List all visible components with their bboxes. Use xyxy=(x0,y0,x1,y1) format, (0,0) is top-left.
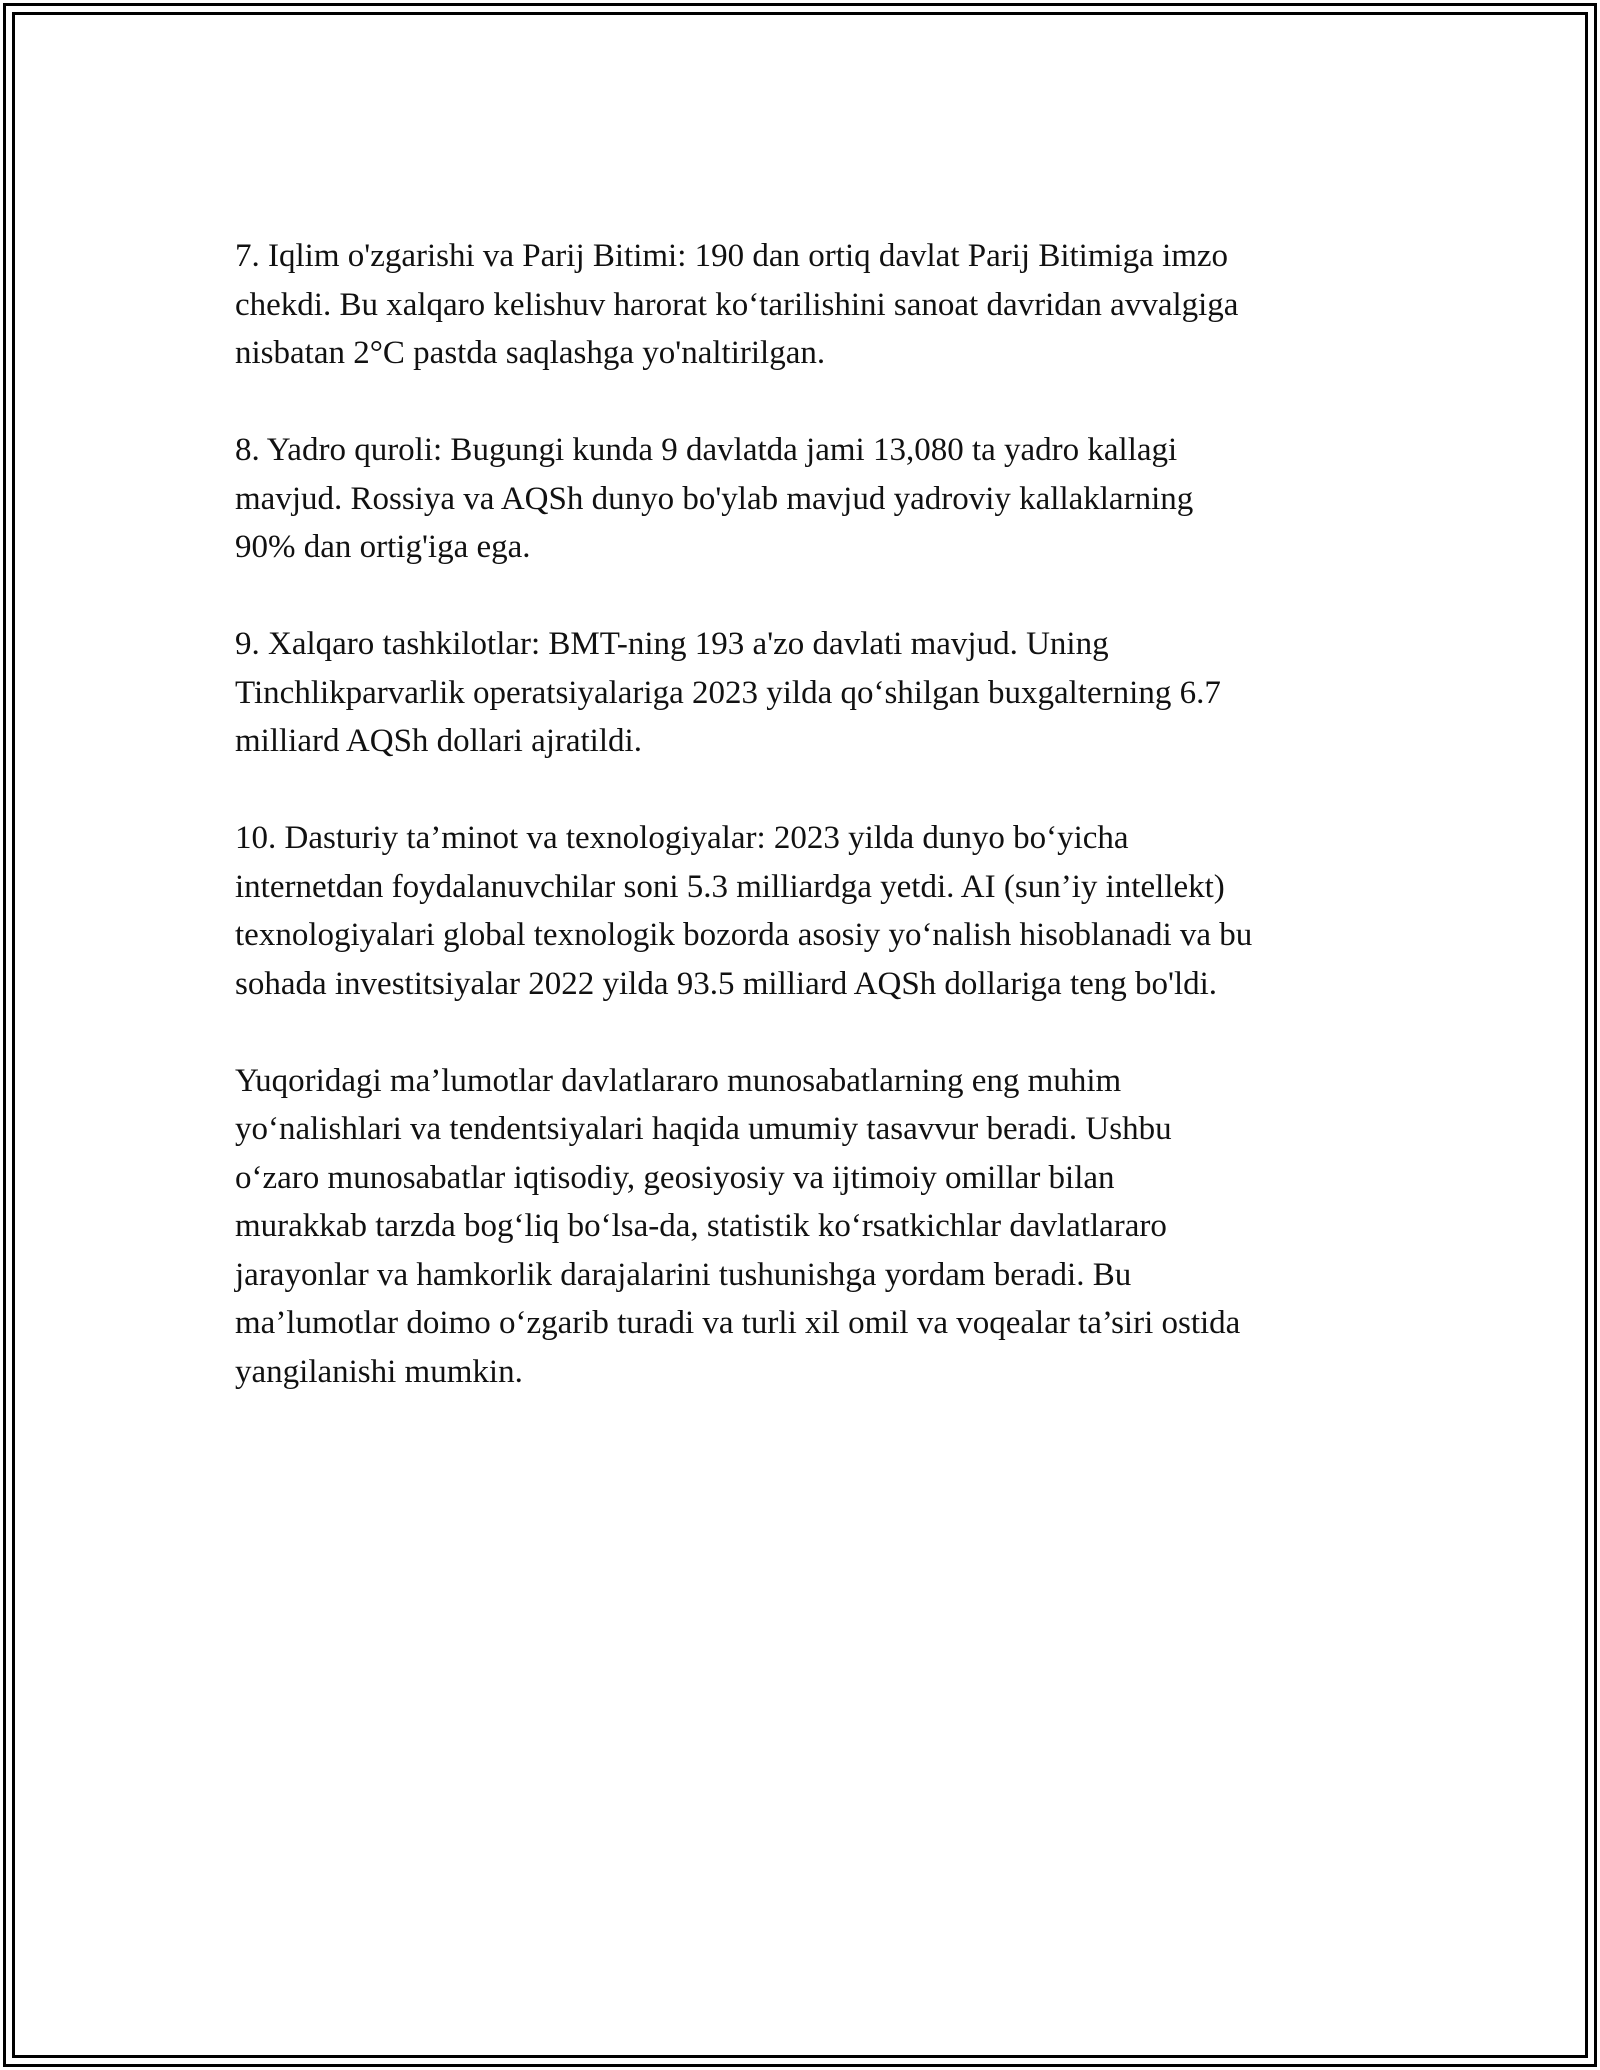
paragraph-software-technology: 10. Dasturiy ta’minot va texnologiyalar: 2023 yilda dunyo bo‘yicha internetdan foydalanuvchilar soni 5.3 milliardga yetdi. AI (sun’iy intellekt) texnologiyalari global texnologik bozorda asosiy yo‘nalish hisoblanadi va bu sohada investitsiyalar 2022 yilda 93.5 milliard AQSh dollariga teng bo'ldi. xyxy=(235,820,1253,1002)
document-body xyxy=(235,232,1395,1445)
paragraph-nuclear-weapons: 8. Yadro quroli: Bugungi kunda 9 davlatda jami 13,080 ta yadro kallagi mavjud. Rossiya va AQSh dunyo bo'ylab mavjud yadroviy kallaklarning 90% dan ortig'iga ega. xyxy=(235,432,1194,565)
paragraph-international-organizations: 9. Xalqaro tashkilotlar: BMT-ning 193 a'zo davlati mavjud. Uning Tinchlikparvarlik operatsiyalariga 2023 yilda qo‘shilgan buxgalterning 6.7 milliard AQSh dollari ajratildi. xyxy=(235,626,1221,759)
paragraph-climate-paris-agreement: 7. Iqlim o'zgarishi va Parij Bitimi: 190 dan ortiq davlat Parij Bitimiga imzo chekdi. Bu xalqaro kelishuv harorat ko‘tarilishini sanoat davridan avvalgiga nisbatan 2°C pastda saqlashga yo'naltirilgan. xyxy=(235,238,1239,371)
paragraph-conclusion: Yuqoridagi ma’lumotlar davlatlararo munosabatlarning eng muhim yo‘nalishlari va tendentsiyalari haqida umumiy tasavvur beradi. Ushbu o‘zaro munosabatlar iqtisodiy, geosiyosiy va ijtimoiy omillar bilan murakkab tarzda bog‘liq bo‘lsa-da, statistik ko‘rsatkichlar davlatlararo jarayonlar va hamkorlik darajalarini tushunishga yordam beradi. Bu ma’lumotlar doimo o‘zgarib turadi va turli xil omil va voqealar ta’siri ostida yangilanishi mumkin. xyxy=(235,1062,1241,1390)
